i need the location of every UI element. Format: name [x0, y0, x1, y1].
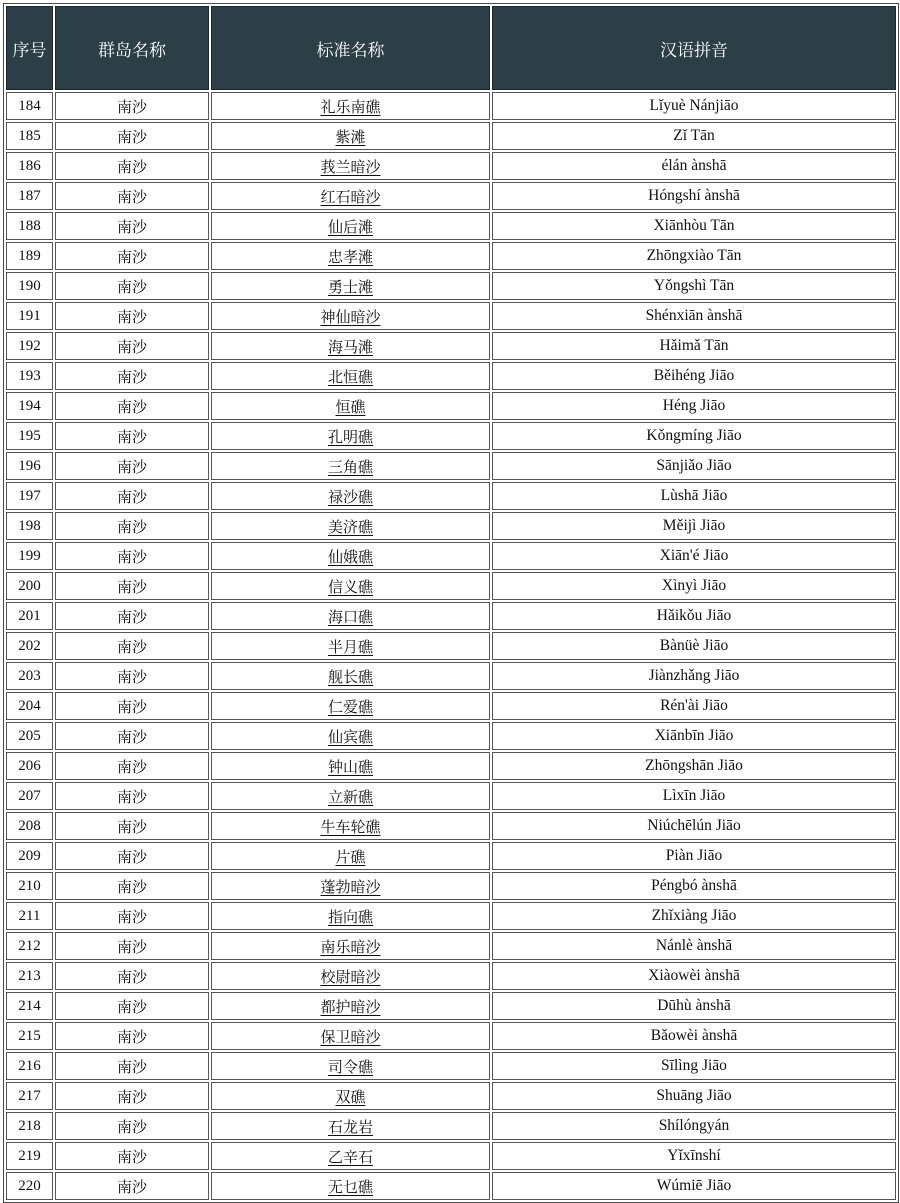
- serial-number-cell: 217: [6, 1082, 53, 1110]
- standard-name-cell: [211, 1082, 490, 1110]
- pinyin-cell: Sānjiǎo Jiāo: [492, 452, 896, 480]
- serial-number-cell: 198: [6, 512, 53, 540]
- serial-number-cell: 193: [6, 362, 53, 390]
- island-group-cell: 南沙: [55, 632, 209, 660]
- island-group-cell: 南沙: [55, 1112, 209, 1140]
- pinyin-cell: Zhǐxiàng Jiāo: [492, 902, 896, 930]
- standard-name-link[interactable]: 礼乐南礁: [320, 97, 381, 116]
- table-row: [6, 1022, 896, 1050]
- standard-name-cell: [211, 602, 490, 630]
- serial-number-cell: 216: [6, 1052, 53, 1080]
- standard-name-link[interactable]: 北恒礁: [327, 367, 373, 386]
- standard-name-link[interactable]: 海口礁: [327, 607, 373, 626]
- island-group-cell: 南沙: [55, 1052, 209, 1080]
- island-group-cell: 南沙: [55, 1022, 209, 1050]
- pinyin-cell: Hǎikǒu Jiāo: [492, 602, 896, 630]
- table-row: [6, 1172, 896, 1200]
- island-group-cell: 南沙: [55, 662, 209, 690]
- serial-number-cell: 199: [6, 542, 53, 570]
- standard-name-link[interactable]: 立新礁: [327, 787, 373, 806]
- island-group-cell: 南沙: [55, 872, 209, 900]
- table-row: [6, 992, 896, 1020]
- serial-number-cell: 207: [6, 782, 53, 810]
- table-row: [6, 422, 896, 450]
- standard-name-link[interactable]: 莪兰暗沙: [320, 157, 381, 176]
- standard-name-cell: [211, 572, 490, 600]
- island-group-cell: 南沙: [55, 782, 209, 810]
- standard-name-link[interactable]: 信义礁: [327, 577, 373, 596]
- standard-name-cell: [211, 182, 490, 210]
- island-group-cell: 南沙: [55, 962, 209, 990]
- island-group-cell: 南沙: [55, 812, 209, 840]
- table-row: [6, 482, 896, 510]
- island-group-cell: 南沙: [55, 122, 209, 150]
- serial-number-cell: 218: [6, 1112, 53, 1140]
- standard-name-cell: [211, 842, 490, 870]
- pinyin-cell: Niúchēlún Jiāo: [492, 812, 896, 840]
- serial-number-cell: 203: [6, 662, 53, 690]
- pinyin-cell: Jiànzhǎng Jiāo: [492, 662, 896, 690]
- table-row: [6, 782, 896, 810]
- table-row: [6, 272, 896, 300]
- pinyin-cell: Piàn Jiāo: [492, 842, 896, 870]
- serial-number-cell: 213: [6, 962, 53, 990]
- island-group-cell: 南沙: [55, 542, 209, 570]
- table-row: [6, 542, 896, 570]
- pinyin-cell: Shénxiān ànshā: [492, 302, 896, 330]
- standard-name-link[interactable]: 双礁: [335, 1087, 366, 1106]
- pinyin-cell: Dūhù ànshā: [492, 992, 896, 1020]
- island-group-cell: 南沙: [55, 482, 209, 510]
- island-group-cell: 南沙: [55, 92, 209, 120]
- standard-name-cell: [211, 812, 490, 840]
- pinyin-cell: Hǎimǎ Tān: [492, 332, 896, 360]
- serial-number-cell: 197: [6, 482, 53, 510]
- standard-name-cell: [211, 752, 490, 780]
- island-group-cell: 南沙: [55, 572, 209, 600]
- serial-number-cell: 206: [6, 752, 53, 780]
- table-row: [6, 182, 896, 210]
- standard-name-cell: [211, 482, 490, 510]
- pinyin-cell: Péngbó ànshā: [492, 872, 896, 900]
- standard-name-link[interactable]: 乙辛石: [327, 1147, 373, 1166]
- standard-name-link[interactable]: 紫滩: [335, 127, 366, 146]
- header-pinyin: 汉语拼音: [492, 6, 896, 90]
- serial-number-cell: 187: [6, 182, 53, 210]
- standard-name-cell: [211, 92, 490, 120]
- serial-number-cell: 184: [6, 92, 53, 120]
- island-group-cell: 南沙: [55, 242, 209, 270]
- standard-name-cell: [211, 1022, 490, 1050]
- standard-name-cell: [211, 362, 490, 390]
- serial-number-cell: 190: [6, 272, 53, 300]
- island-group-cell: 南沙: [55, 182, 209, 210]
- island-group-cell: 南沙: [55, 452, 209, 480]
- table-row: [6, 962, 896, 990]
- island-group-cell: 南沙: [55, 602, 209, 630]
- island-group-cell: 南沙: [55, 932, 209, 960]
- standard-name-link[interactable]: 忠孝滩: [327, 247, 373, 266]
- header-serial-number: 序号: [6, 6, 53, 90]
- table-row: [6, 302, 896, 330]
- standard-name-link[interactable]: 校尉暗沙: [320, 967, 381, 986]
- island-group-cell: 南沙: [55, 722, 209, 750]
- standard-name-link[interactable]: 片礁: [335, 847, 366, 866]
- standard-name-link[interactable]: 钟山礁: [327, 757, 373, 776]
- serial-number-cell: 189: [6, 242, 53, 270]
- standard-name-link[interactable]: 红石暗沙: [320, 187, 381, 206]
- serial-number-cell: 194: [6, 392, 53, 420]
- standard-name-link[interactable]: 蓬勃暗沙: [320, 877, 381, 896]
- serial-number-cell: 219: [6, 1142, 53, 1170]
- island-group-cell: 南沙: [55, 362, 209, 390]
- island-group-cell: 南沙: [55, 332, 209, 360]
- standard-name-cell: [211, 242, 490, 270]
- pinyin-cell: Bànüè Jiāo: [492, 632, 896, 660]
- serial-number-cell: 185: [6, 122, 53, 150]
- table-row: [6, 692, 896, 720]
- serial-number-cell: 186: [6, 152, 53, 180]
- table-row: [6, 812, 896, 840]
- table-row: [6, 212, 896, 240]
- serial-number-cell: 200: [6, 572, 53, 600]
- serial-number-cell: 205: [6, 722, 53, 750]
- island-group-cell: 南沙: [55, 842, 209, 870]
- table-row: [6, 572, 896, 600]
- standard-name-cell: [211, 872, 490, 900]
- standard-name-link[interactable]: 三角礁: [327, 457, 373, 476]
- pinyin-cell: Zǐ Tān: [492, 122, 896, 150]
- table-row: [6, 662, 896, 690]
- serial-number-cell: 214: [6, 992, 53, 1020]
- table-row: [6, 872, 896, 900]
- table-row: [6, 152, 896, 180]
- standard-name-link[interactable]: 半月礁: [327, 637, 373, 656]
- pinyin-cell: Nánlè ànshā: [492, 932, 896, 960]
- table-row: [6, 1112, 896, 1140]
- standard-name-link[interactable]: 牛车轮礁: [320, 817, 381, 836]
- pinyin-cell: Yǐxīnshí: [492, 1142, 896, 1170]
- standard-name-cell: [211, 422, 490, 450]
- table-row: [6, 92, 896, 120]
- table-row: [6, 392, 896, 420]
- standard-name-cell: [211, 662, 490, 690]
- standard-name-cell: [211, 542, 490, 570]
- standard-name-cell: [211, 902, 490, 930]
- standard-name-cell: [211, 152, 490, 180]
- pinyin-cell: Zhōngshān Jiāo: [492, 752, 896, 780]
- pinyin-cell: Sīlìng Jiāo: [492, 1052, 896, 1080]
- serial-number-cell: 210: [6, 872, 53, 900]
- pinyin-cell: Běihéng Jiāo: [492, 362, 896, 390]
- table-row: [6, 722, 896, 750]
- pinyin-cell: Hóngshí ànshā: [492, 182, 896, 210]
- serial-number-cell: 208: [6, 812, 53, 840]
- standard-name-link[interactable]: 禄沙礁: [327, 487, 373, 506]
- serial-number-cell: 215: [6, 1022, 53, 1050]
- serial-number-cell: 211: [6, 902, 53, 930]
- pinyin-cell: Wúmiē Jiāo: [492, 1172, 896, 1200]
- serial-number-cell: 196: [6, 452, 53, 480]
- standard-name-cell: [211, 962, 490, 990]
- pinyin-cell: Xiānbīn Jiāo: [492, 722, 896, 750]
- table-row: [6, 122, 896, 150]
- table-row: [6, 362, 896, 390]
- standard-name-link[interactable]: 南乐暗沙: [320, 937, 381, 956]
- table-row: [6, 242, 896, 270]
- island-group-cell: 南沙: [55, 272, 209, 300]
- standard-name-link[interactable]: 恒礁: [335, 397, 366, 416]
- standard-name-cell: [211, 1112, 490, 1140]
- table-row: [6, 902, 896, 930]
- serial-number-cell: 212: [6, 932, 53, 960]
- standard-name-link[interactable]: 仁爱礁: [327, 697, 373, 716]
- standard-name-link[interactable]: 司令礁: [327, 1057, 373, 1076]
- table-row: [6, 932, 896, 960]
- pinyin-cell: Bǎowèi ànshā: [492, 1022, 896, 1050]
- island-group-cell: 南沙: [55, 512, 209, 540]
- table-header-row: [6, 6, 896, 90]
- island-group-cell: 南沙: [55, 1082, 209, 1110]
- pinyin-cell: Héng Jiāo: [492, 392, 896, 420]
- table-row: [6, 1052, 896, 1080]
- standard-name-cell: [211, 782, 490, 810]
- place-names-table: [3, 3, 899, 1203]
- standard-name-link[interactable]: 仙后滩: [327, 217, 373, 236]
- table-row: [6, 1142, 896, 1170]
- pinyin-cell: Lùshā Jiāo: [492, 482, 896, 510]
- pinyin-cell: Kǒngmíng Jiāo: [492, 422, 896, 450]
- standard-name-link[interactable]: 保卫暗沙: [320, 1027, 381, 1046]
- table-row: [6, 752, 896, 780]
- header-island-group: 群岛名称: [55, 6, 209, 90]
- serial-number-cell: 201: [6, 602, 53, 630]
- standard-name-cell: [211, 1172, 490, 1200]
- pinyin-cell: Yǒngshì Tān: [492, 272, 896, 300]
- pinyin-cell: Xiàowèi ànshā: [492, 962, 896, 990]
- standard-name-link[interactable]: 仙宾礁: [327, 727, 373, 746]
- pinyin-cell: Xìnyì Jiāo: [492, 572, 896, 600]
- standard-name-cell: [211, 632, 490, 660]
- standard-name-cell: [211, 692, 490, 720]
- pinyin-cell: Zhōngxiào Tān: [492, 242, 896, 270]
- pinyin-cell: Xiān'é Jiāo: [492, 542, 896, 570]
- table-row: [6, 842, 896, 870]
- standard-name-cell: [211, 272, 490, 300]
- standard-name-link[interactable]: 仙娥礁: [327, 547, 373, 566]
- pinyin-cell: Měijì Jiāo: [492, 512, 896, 540]
- island-group-cell: 南沙: [55, 1142, 209, 1170]
- standard-name-link[interactable]: 无乜礁: [327, 1177, 373, 1196]
- island-group-cell: 南沙: [55, 902, 209, 930]
- island-group-cell: 南沙: [55, 1172, 209, 1200]
- serial-number-cell: 220: [6, 1172, 53, 1200]
- island-group-cell: 南沙: [55, 392, 209, 420]
- serial-number-cell: 209: [6, 842, 53, 870]
- standard-name-link[interactable]: 都护暗沙: [320, 997, 381, 1016]
- island-group-cell: 南沙: [55, 692, 209, 720]
- standard-name-link[interactable]: 孔明礁: [327, 427, 373, 446]
- standard-name-cell: [211, 122, 490, 150]
- pinyin-cell: Rén'ài Jiāo: [492, 692, 896, 720]
- standard-name-cell: [211, 392, 490, 420]
- standard-name-cell: [211, 932, 490, 960]
- table-row: [6, 602, 896, 630]
- standard-name-cell: [211, 512, 490, 540]
- pinyin-cell: Shuāng Jiāo: [492, 1082, 896, 1110]
- standard-name-cell: [211, 332, 490, 360]
- serial-number-cell: 188: [6, 212, 53, 240]
- island-group-cell: 南沙: [55, 212, 209, 240]
- standard-name-link[interactable]: 勇士滩: [327, 277, 373, 296]
- pinyin-cell: Shílóngyán: [492, 1112, 896, 1140]
- table-row: [6, 512, 896, 540]
- standard-name-cell: [211, 1142, 490, 1170]
- serial-number-cell: 204: [6, 692, 53, 720]
- standard-name-cell: [211, 722, 490, 750]
- standard-name-cell: [211, 302, 490, 330]
- serial-number-cell: 202: [6, 632, 53, 660]
- table-body: [6, 92, 896, 1200]
- standard-name-link[interactable]: 舰长礁: [327, 667, 373, 686]
- island-group-cell: 南沙: [55, 152, 209, 180]
- standard-name-cell: [211, 1052, 490, 1080]
- header-standard-name: 标准名称: [211, 6, 490, 90]
- pinyin-cell: élán ànshā: [492, 152, 896, 180]
- island-group-cell: 南沙: [55, 752, 209, 780]
- serial-number-cell: 195: [6, 422, 53, 450]
- standard-name-cell: [211, 992, 490, 1020]
- island-group-cell: 南沙: [55, 992, 209, 1020]
- pinyin-cell: Xiānhòu Tān: [492, 212, 896, 240]
- standard-name-cell: [211, 212, 490, 240]
- pinyin-cell: Lìxīn Jiāo: [492, 782, 896, 810]
- standard-name-link[interactable]: 指向礁: [327, 907, 373, 926]
- table-row: [6, 1082, 896, 1110]
- serial-number-cell: 192: [6, 332, 53, 360]
- table-row: [6, 452, 896, 480]
- table-row: [6, 632, 896, 660]
- island-group-cell: 南沙: [55, 302, 209, 330]
- standard-name-link[interactable]: 神仙暗沙: [320, 307, 381, 326]
- standard-name-link[interactable]: 美济礁: [327, 517, 373, 536]
- standard-name-cell: [211, 452, 490, 480]
- serial-number-cell: 191: [6, 302, 53, 330]
- table-row: [6, 332, 896, 360]
- pinyin-cell: Lǐyuè Nánjiāo: [492, 92, 896, 120]
- standard-name-link[interactable]: 海马滩: [327, 337, 373, 356]
- island-group-cell: 南沙: [55, 422, 209, 450]
- standard-name-link[interactable]: 石龙岩: [327, 1117, 373, 1136]
